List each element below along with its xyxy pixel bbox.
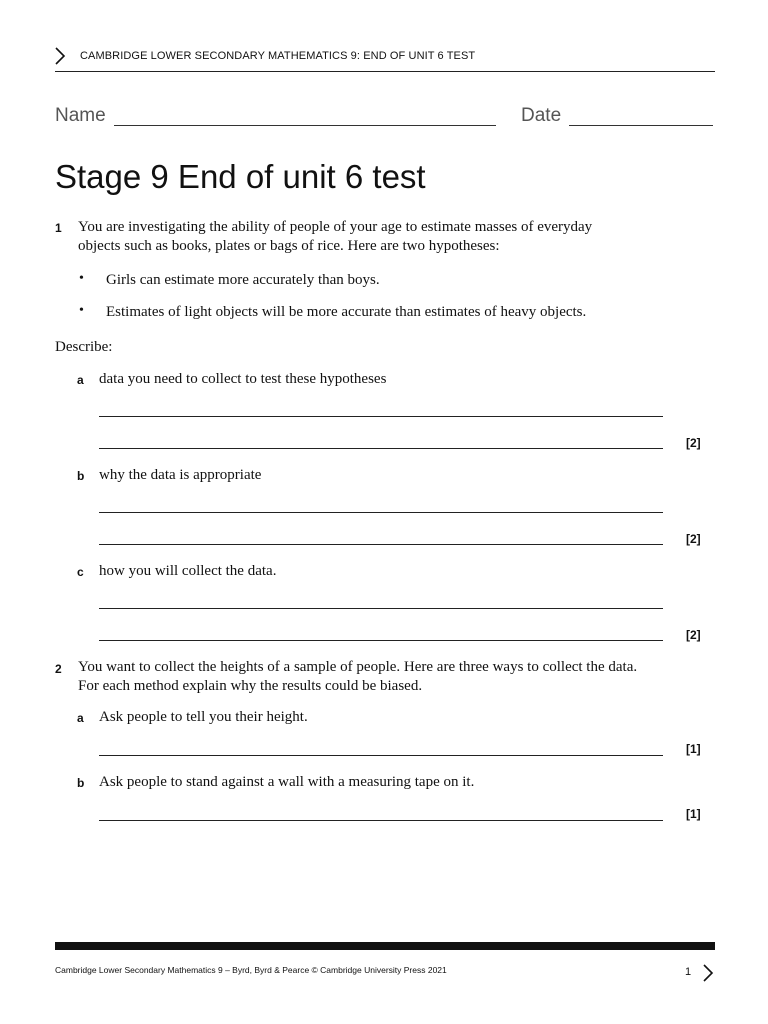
footer-copyright: Cambridge Lower Secondary Mathematics 9 – Byrd, Byrd & Pearce © Cambridge University Press 2021 xyxy=(55,965,447,975)
name-label: Name xyxy=(55,105,106,126)
page-number: 1 xyxy=(685,966,692,978)
chevron-right-icon[interactable] xyxy=(702,964,714,982)
footer-bar xyxy=(55,942,715,950)
answer-line[interactable] xyxy=(99,544,663,545)
describe-prompt: Describe: xyxy=(55,339,113,355)
bullet-icon: • xyxy=(79,303,84,318)
part-letter: b xyxy=(77,469,85,483)
answer-line[interactable] xyxy=(99,416,663,417)
marks-label: [1] xyxy=(686,807,701,821)
question-text-line: You want to collect the heights of a sample of people. Here are three ways to collect the data. xyxy=(78,659,638,675)
part-text: how you will collect the data. xyxy=(99,563,277,579)
running-header: CAMBRIDGE LOWER SECONDARY MATHEMATICS 9: END OF UNIT 6 TEST xyxy=(80,50,476,62)
answer-line[interactable] xyxy=(99,820,663,821)
marks-label: [2] xyxy=(686,532,701,546)
hypothesis-item: Estimates of light objects will be more accurate than estimates of heavy objects. xyxy=(106,304,587,320)
date-label: Date xyxy=(521,105,562,126)
bullet-icon: • xyxy=(79,271,84,286)
question-text-line: For each method explain why the results could be biased. xyxy=(78,678,423,694)
question-number: 2 xyxy=(55,662,62,676)
hypothesis-item: Girls can estimate more accurately than boys. xyxy=(106,272,380,288)
name-field[interactable] xyxy=(114,125,496,126)
part-text: why the data is appropriate xyxy=(99,467,262,483)
part-text: Ask people to tell you their height. xyxy=(99,709,308,725)
answer-line[interactable] xyxy=(99,448,663,449)
part-letter: a xyxy=(77,711,84,725)
chevron-right-icon xyxy=(53,47,67,65)
marks-label: [1] xyxy=(686,742,701,756)
answer-line[interactable] xyxy=(99,640,663,641)
question-text-line: You are investigating the ability of people of your age to estimate masses of everyday xyxy=(78,219,593,235)
part-letter: c xyxy=(77,565,84,579)
part-text: Ask people to stand against a wall with a measuring tape on it. xyxy=(99,774,475,790)
date-field[interactable] xyxy=(569,125,713,126)
header-rule xyxy=(55,71,715,72)
answer-line[interactable] xyxy=(99,755,663,756)
question-number: 1 xyxy=(55,221,62,235)
part-letter: a xyxy=(77,373,84,387)
page-title: Stage 9 End of unit 6 test xyxy=(55,158,426,195)
answer-line[interactable] xyxy=(99,512,663,513)
part-text: data you need to collect to test these hypotheses xyxy=(99,371,387,387)
question-text-line: objects such as books, plates or bags of rice. Here are two hypotheses: xyxy=(78,238,500,254)
answer-line[interactable] xyxy=(99,608,663,609)
marks-label: [2] xyxy=(686,436,701,450)
marks-label: [2] xyxy=(686,628,701,642)
part-letter: b xyxy=(77,776,85,790)
